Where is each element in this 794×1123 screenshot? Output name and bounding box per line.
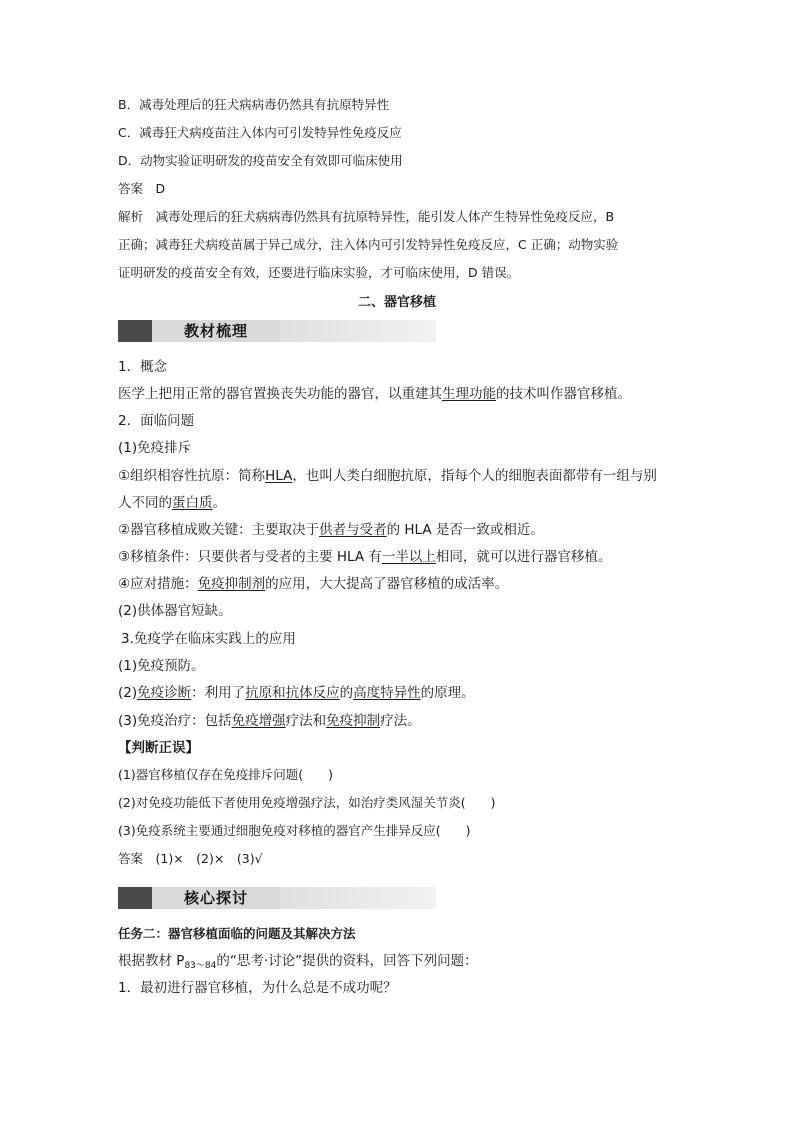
hla-line-1: ①组织相容性抗原：简称HLA，也叫人类白细胞抗原，指每个人的细胞表面都带有一组与别 [118,468,657,484]
option-c: C．减毒狂犬病疫苗注入体内可引发特异性免疫反应 [118,125,402,140]
analysis-line-3: 证明研发的疫苗安全有效，还要进行临床实验，才可临床使用，D 错误。 [118,265,520,280]
section-bar-textbook [118,320,436,342]
judge-q1: (1)器官移植仅存在免疫排斥问题( ) [118,767,333,782]
analysis-line-1: 解析 减毒处理后的狂犬病病毒仍然具有抗原特异性，能引发人体产生特异性免疫反应，B [118,209,615,224]
section-title: 二、器官移植 [357,295,436,310]
donor-shortage: (2)供体器官短缺。 [118,603,232,619]
section-bar-core [118,887,436,909]
analysis-line-2: 正确；减毒狂犬病疫苗属于异己成分，注入体内可引发特异性免疫反应，C 正确；动物实验 [118,237,619,252]
answer-line: 答案 D [118,181,166,196]
task-intro: 根据教材 $P_{83\sim 84}$的“思考·讨论”提供的资料，回答下列问题： [118,953,478,971]
immune-rejection: (1)免疫排斥 [118,440,192,456]
immune-therapy: (3)免疫治疗：包括免疫增强疗法和免疫抑制疗法。 [118,713,421,729]
judge-answer: 答案 (1)× (2)× (3)√ [118,851,263,866]
concept-heading: 1．概念 [118,359,168,375]
judge-q3: (3)免疫系统主要通过细胞免疫对移植的器官产生排异反应( ) [118,823,471,838]
option-b: B．减毒处理后的狂犬病病毒仍然具有抗原特异性 [118,97,390,112]
option-d: D．动物实验证明研发的疫苗安全有效即可临床使用 [118,153,403,168]
concept-text: 医学上把用正常的器官置换丧失功能的器官，以重建其生理功能的技术叫作器官移植。 [118,386,631,402]
judge-q2: (2)对免疫功能低下者使用免疫增强疗法，如治疗类风湿关节炎( ) [118,795,496,810]
immune-diagnosis: (2)免疫诊断：利用了抗原和抗体反应的高度特异性的原理。 [118,685,475,701]
countermeasure: ④应对措施：免疫抑制剂的应用，大大提高了器官移植的成活率。 [118,576,509,592]
judge-heading: 【判断正误】 [118,740,199,756]
success-key: ②器官移植成败关键：主要取决于供者与受者的 HLA 是否一致或相近。 [118,522,544,538]
section-bar-label: 教材梳理 [152,320,280,342]
immune-prevention: (1)免疫预防。 [118,658,205,674]
task-title: 任务二：器官移植面临的问题及其解决方法 [118,926,356,941]
task-question-1: 1．最初进行器官移植，为什么总是不成功呢？ [118,980,397,996]
clinical-heading: 3.免疫学在临床实践上的应用 [121,631,296,647]
section-bar-label: 核心探讨 [152,887,280,909]
hla-line-2: 人不同的蛋白质。 [118,495,226,511]
transplant-condition: ③移植条件：只要供者与受者的主要 HLA 有一半以上相同，就可以进行器官移植。 [118,549,612,565]
problems-heading: 2．面临问题 [118,413,195,429]
